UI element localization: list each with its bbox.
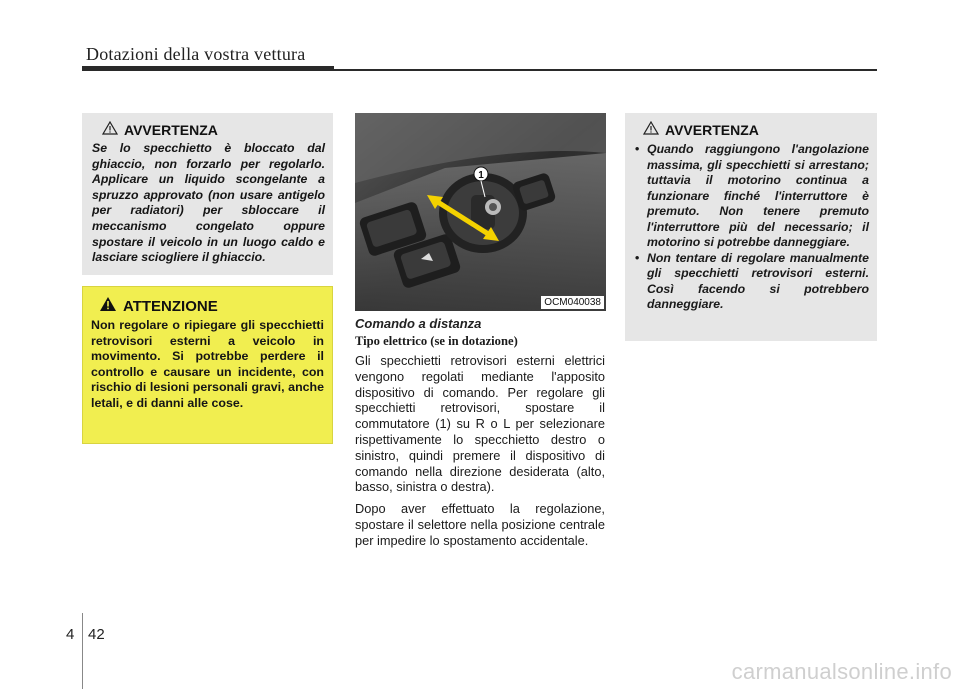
warning-header xyxy=(643,121,869,138)
footer-page-number: 42 xyxy=(88,626,105,643)
warning-heading: AVVERTENZA xyxy=(124,121,218,138)
caution-box xyxy=(82,286,333,444)
section-subtitle: Tipo elettrico (se in dotazione) xyxy=(355,334,518,348)
warning-heading: AVVERTENZA xyxy=(665,121,759,138)
header-rule-thick xyxy=(82,66,334,71)
figure-callout: 1 xyxy=(478,170,484,181)
warning-triangle-icon xyxy=(102,121,118,138)
figure-code: OCM040038 xyxy=(541,296,604,309)
body-paragraph-2: Dopo aver effettuato la regolazione, spostare il selettore nella posizione centrale per impedire lo spostamento accidentale. xyxy=(355,501,605,548)
warning-list xyxy=(633,142,869,313)
warning-list-item: • Non tentare di regolare manualmente gli specchietti retrovisori esterni. Così facendo si potrebbero danneggiare. xyxy=(633,251,869,313)
door-panel-illustration xyxy=(355,113,606,311)
page-header-title: Dotazioni della vostra vettura xyxy=(86,44,306,64)
footer-divider xyxy=(82,613,83,689)
warning-box-left xyxy=(82,113,333,275)
caution-triangle-icon xyxy=(99,296,117,316)
body-paragraph-1: Gli specchietti retrovisori esterni elettrici vengono regolati mediante l'apposito dispositivo di comando. Per regolare gli specchietti retrovisori, spostare il commutatore (1) su R o L per selezionare rispettivamente lo specchietto destro o sinistro, quindi premere il dispositivo di comando nella direzione desiderata (alto, basso, sinistra o destra). xyxy=(355,353,605,495)
warning-triangle-icon xyxy=(643,121,659,138)
header-rule-thin xyxy=(334,69,877,71)
footer-section-number: 4 xyxy=(66,626,75,643)
watermark: carmanualsonline.info xyxy=(731,659,952,684)
caution-header xyxy=(99,296,324,316)
main-column xyxy=(355,316,605,549)
caution-text: Non regolare o ripiegare gli specchietti retrovisori esterni a veicolo in movimento. Si potrebbe perdere il controllo e causare un incidente, con rischio di lesioni personali gravi, anche letali, e di danni alle cose. xyxy=(91,318,324,410)
warning-text: Se lo specchietto è bloccato dal ghiaccio, non forzarlo per regolarlo. Applicare un liquido scongelante a spruzzo approvato (non usare antigelo per radiatori) per sbloccare il meccanismo congelato oppure spostare il veicolo in un luogo caldo e lasciare sciogliere il ghiaccio. xyxy=(92,141,325,265)
warning-box-right xyxy=(625,113,877,341)
warning-header xyxy=(102,121,325,138)
section-title: Comando a distanza xyxy=(355,316,482,331)
caution-heading: ATTENZIONE xyxy=(123,297,218,315)
warning-list-item: • Quando raggiungono l'angolazione massima, gli specchietti si arrestano; tuttavia il motorino continua a funzionare finché l'interruttore è premuto. Non tenere premuto l'interruttore più del necessario; il motorino si potrebbe danneggiare. xyxy=(633,142,869,251)
mirror-control-photo xyxy=(355,113,606,311)
